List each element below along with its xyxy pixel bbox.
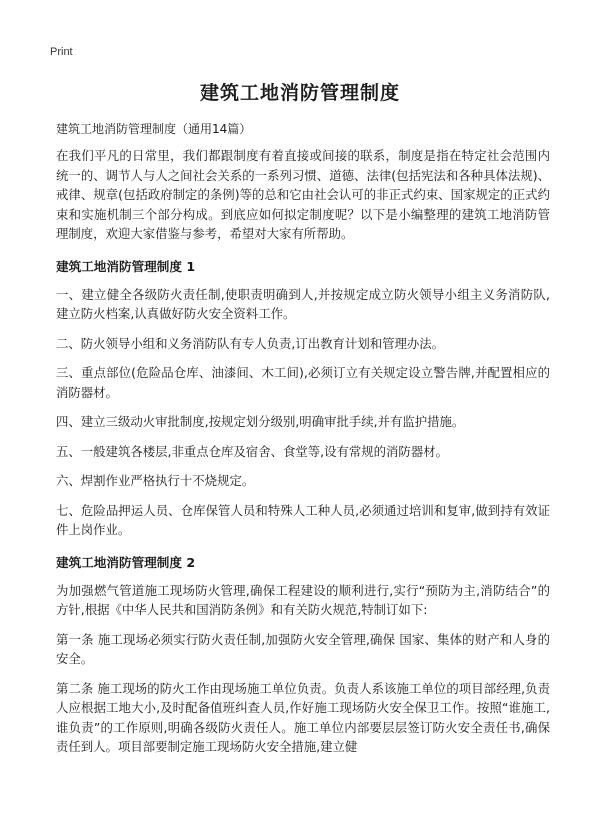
document-title: 建筑工地消防管理制度 [199,82,400,104]
document-subtitle: 建筑工地消防管理制度（通用14篇） [56,122,252,136]
section1-paragraph: 二、防火领导小组和义务消防队有专人负责,订出教育计划和管理办法。 [56,335,445,351]
section2-paragraph: 第一条 施工现场必须实行防火责任制,加强防火安全管理,确保 国家、集体的财产和人身的安全。 [56,631,550,666]
section1-paragraph: 五、一般建筑各楼层,非重点仓库及宿舍、食堂等,设有常规的消防器材。 [56,443,448,459]
section2-paragraph: 第二条 施工现场的防火工作由现场施工单位负责。负责人系该施工单位的项目部经理,负责人应根据工地大小,及时配备值班纠查人员,作好施工现场防火安全保卫工作。按照“谁施工,谁负责”的工作原则,明确各级防火责任人。施工单位内部要层层签订防火安全责任书,确保责任到人。项目部要制定施工现场防火安全措施,建立健 [56,680,550,754]
section1-paragraph: 七、危险品押运人员、仓库保管人员和特殊人工种人员,必须通过培训和复审,做到持有效证件上岗作业。 [56,502,550,537]
print-link[interactable]: Print [50,46,73,58]
section-heading-1: 建筑工地消防管理制度 1 [56,258,196,274]
section1-paragraph: 三、重点部位(危险品仓库、油漆间、木工间),必须订立有关规定设立警告牌,并配置相应的消防器材。 [56,365,550,400]
document-body [56,146,550,767]
section1-paragraph: 四、建立三级动火审批制度,按规定划分级别,明确审批手续,并有监护措施。 [56,414,465,429]
section1-paragraph: 六、焊割作业严格执行十不烧规定。 [56,473,255,488]
section-heading-2: 建筑工地消防管理制度 2 [56,554,196,570]
section1-paragraph: 一、建立健全各级防火责任制,使职责明确到人,并按规定成立防火领导小组主义务消防队,建立防火档案,认真做好防火安全资料工作。 [56,286,550,321]
intro-paragraph: 在我们平凡的日常里，我们都跟制度有着直接或间接的联系，制度是指在特定社会范围内统一的、调节人与人之间社会关系的一系列习惯、道德、法律(包括宪法和各种具体法规)、戒律、规章(包括政府制定的条例)等的总和它由社会认可的非正式约束、国家规定的正式约束和实施机制三个部分构成。到底应如何拟定制度呢？以下是小编整理的建筑工地消防管理制度，欢迎大家借鉴与参考，希望对大家有所帮助。 [56,148,550,241]
section2-paragraph: 为加强燃气管道施工现场防火管理,确保工程建设的顺利进行,实行“预防为主,消防结合”的方针,根据《中华人民共和国消防条例》和有关防火规范,特制订如下: [56,582,550,617]
